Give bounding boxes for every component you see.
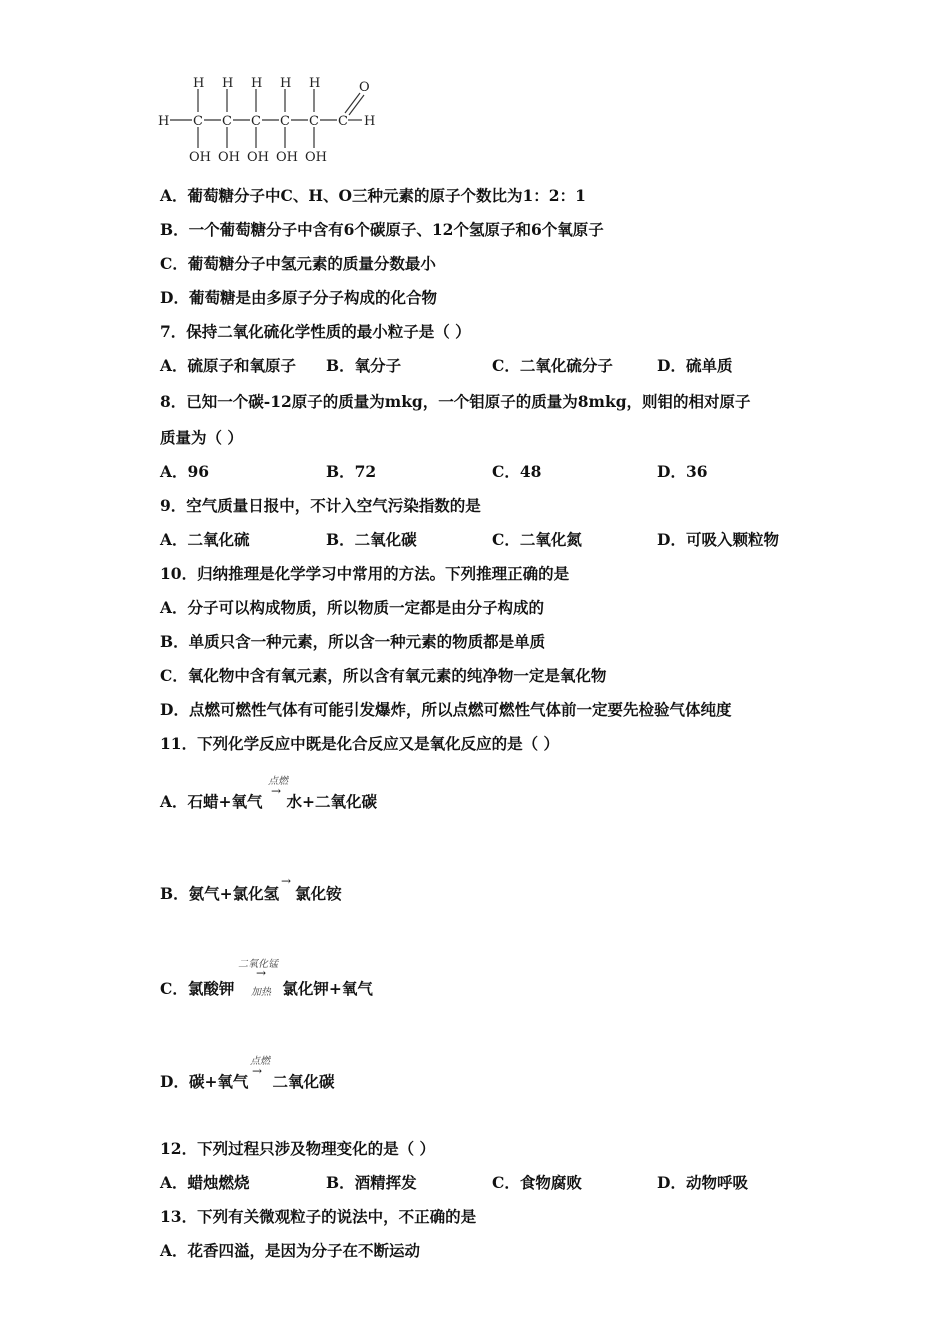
glucose-structure-diagram [156, 72, 386, 168]
c-atom: C [280, 114, 290, 129]
q8-option-d: D．36 [657, 462, 708, 481]
q12-option-a: A．蜡烛燃烧 [160, 1173, 250, 1192]
q7-option-b: B．氧分子 [326, 356, 402, 375]
q7-option-a: A．硫原子和氧原子 [160, 356, 297, 375]
q8-option-c: C．48 [492, 462, 542, 481]
c-atom: C [309, 114, 319, 129]
q9-option-b: B．二氧化碳 [326, 530, 417, 549]
q7-option-d: D．硫单质 [657, 356, 733, 375]
h-atom: H [309, 76, 321, 91]
reaction-arrow-icon: → [252, 1064, 263, 1078]
reaction-arrow-icon: → [271, 784, 282, 798]
q11-stem: 11．下列化学反应中既是化合反应又是氧化反应的是（ ） [160, 734, 559, 753]
oh-group: OH [276, 150, 298, 165]
oh-group: OH [247, 150, 269, 165]
q12-option-b: B．酒精挥发 [326, 1173, 417, 1192]
q11-d-products: 二氧化碳 [272, 1072, 335, 1091]
q10-option-b: B．单质只含一种元素，所以含一种元素的物质都是单质 [160, 632, 546, 651]
c-atom: C [222, 114, 232, 129]
q11-a-reactants: A．石蜡+氧气 [160, 792, 263, 811]
h-atom: H [222, 76, 234, 91]
q11-c-reactants: C．氯酸钾 [160, 979, 235, 998]
q6-option-a: A．葡萄糖分子中C、H、O三种元素的原子个数比为1：2：1 [160, 186, 586, 205]
q8-stem-line1: 8．已知一个碳-12原子的质量为mkg，一个钼原子的质量为8mkg，则钼的相对原子 [160, 392, 751, 411]
q12-option-d: D．动物呼吸 [657, 1173, 748, 1192]
q11-option-d [160, 1072, 334, 1092]
q11-b-reactants: B．氨气+氯化氢 [160, 884, 280, 903]
q10-option-a: A．分子可以构成物质，所以物质一定都是由分子构成的 [160, 598, 545, 617]
oh-group: OH [218, 150, 240, 165]
q11-option-a [160, 792, 377, 812]
q10-stem: 10．归纳推理是化学学习中常用的方法。下列推理正确的是 [160, 564, 570, 583]
q12-option-c: C．食物腐败 [492, 1173, 582, 1192]
h-atom-left: H [158, 114, 170, 129]
oh-group: OH [189, 150, 211, 165]
q11-a-products: 水+二氧化碳 [286, 792, 378, 811]
q11-b-products: 氯化铵 [295, 884, 342, 903]
q9-option-c: C．二氧化氮 [492, 530, 582, 549]
h-atom-aldehyde: H [364, 114, 376, 129]
h-atom: H [280, 76, 292, 91]
q9-option-d: D．可吸入颗粒物 [657, 530, 779, 549]
h-atom: H [251, 76, 263, 91]
reaction-arrow-icon: → [281, 874, 292, 888]
q7-stem: 7．保持二氧化硫化学性质的最小粒子是（ ） [160, 322, 471, 341]
c-atom: C [193, 114, 203, 129]
q8-option-a: A．96 [160, 462, 210, 481]
q6-option-b: B．一个葡萄糖分子中含有6个碳原子、12个氢原子和6个氧原子 [160, 220, 604, 239]
q9-stem: 9．空气质量日报中，不计入空气污染指数的是 [160, 496, 481, 515]
q13-option-a: A．花香四溢，是因为分子在不断运动 [160, 1241, 421, 1260]
q11-c-catalyst: 二氧化锰 [238, 959, 278, 970]
h-atom: H [193, 76, 205, 91]
q13-stem: 13．下列有关微观粒子的说法中，不正确的是 [160, 1207, 477, 1226]
q6-option-c: C．葡萄糖分子中氢元素的质量分数最小 [160, 254, 436, 273]
q8-option-b: B．72 [326, 462, 377, 481]
q11-d-reactants: D．碳+氧气 [160, 1072, 249, 1091]
q9-option-a: A．二氧化硫 [160, 530, 250, 549]
q6-option-d: D．葡萄糖是由多原子分子构成的化合物 [160, 288, 437, 307]
o-atom-aldehyde: O [359, 80, 370, 95]
c-atom: C [251, 114, 261, 129]
q10-option-d: D．点燃可燃性气体有可能引发爆炸，所以点燃可燃性气体前一定要先检验气体纯度 [160, 700, 732, 719]
reaction-arrow-icon: → [256, 966, 267, 980]
q12-stem: 12．下列过程只涉及物理变化的是（ ） [160, 1139, 435, 1158]
q11-option-b [160, 884, 342, 904]
q11-a-condition: 点燃 [268, 776, 288, 787]
q11-c-heat: 加热 [251, 987, 271, 998]
q11-d-condition: 点燃 [250, 1056, 270, 1067]
oh-group: OH [305, 150, 327, 165]
q8-stem-line2: 质量为（ ） [160, 428, 243, 447]
q7-option-c: C．二氧化硫分子 [492, 356, 613, 375]
q11-c-products: 氯化钾+氧气 [282, 979, 373, 998]
c-atom: C [338, 114, 348, 129]
q10-option-c: C．氧化物中含有氧元素，所以含有氧元素的纯净物一定是氧化物 [160, 666, 607, 685]
